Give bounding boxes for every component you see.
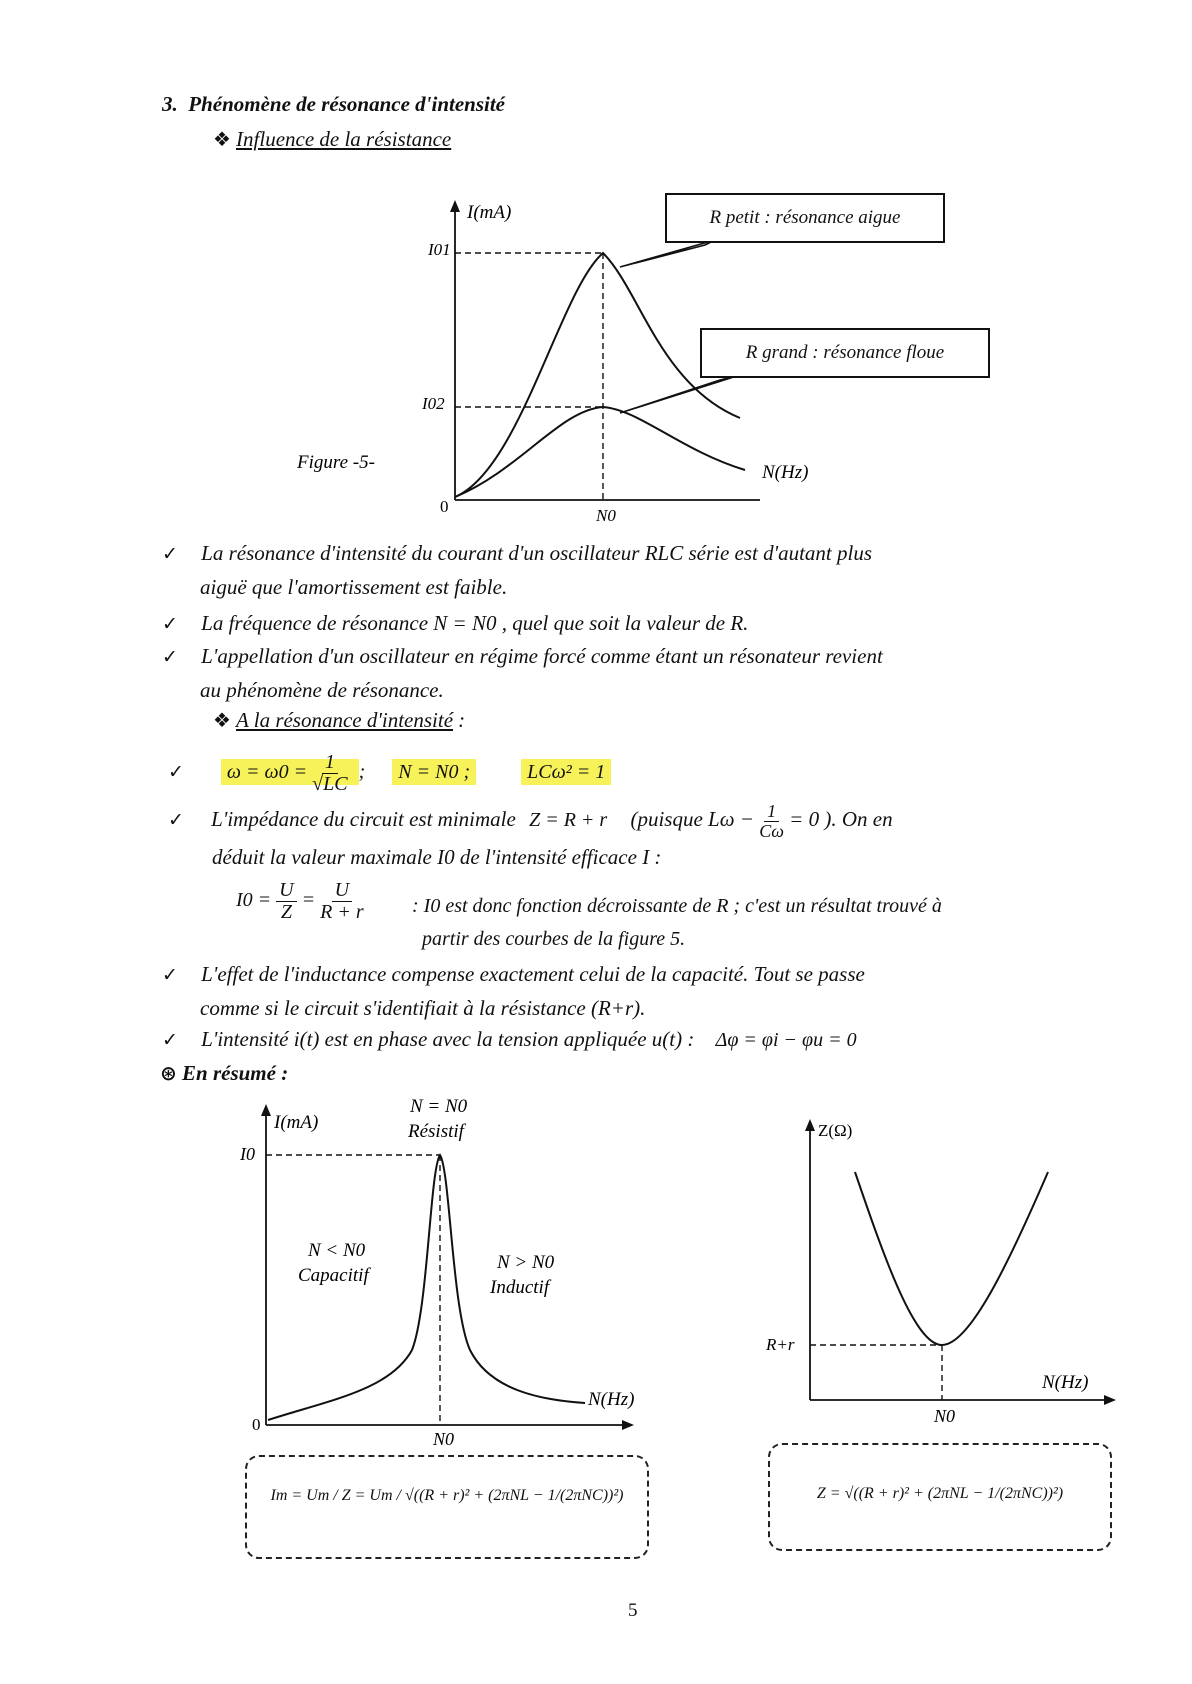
fig5-sharp-curve [455, 253, 740, 497]
impedance-bullet [168, 802, 1178, 874]
impedance-eq: Z = R + r [529, 809, 608, 832]
omega-formula [221, 751, 359, 795]
bullet-1-line2: aiguë que l'amortissement est faible. [200, 575, 508, 599]
i0-text2: partir des courbes de la figure 5. [422, 928, 686, 950]
fig5-callout-tail-small [620, 240, 715, 267]
z-formula-box [768, 1443, 1112, 1551]
checkmark-icon: ✓ [168, 809, 184, 832]
sg-i-y-label: I(mA) [274, 1112, 319, 1133]
checkmark-icon: ✓ [162, 613, 178, 635]
omega-den: √LC [312, 773, 348, 795]
impedance-paren-open: (puisque Lω − [630, 807, 754, 832]
i0-f1-den: Z [280, 901, 292, 923]
sg-i-n0-label: N0 [433, 1429, 455, 1449]
fig5-callout-tail-big [620, 375, 740, 413]
im-formula-box [245, 1455, 649, 1559]
page-number: 5 [628, 1600, 638, 1621]
omega-lhs: ω = ω0 = [226, 761, 308, 784]
sg-z-r-label: R+r [766, 1335, 795, 1354]
subheading-influence-text: Influence de la résistance [236, 127, 452, 151]
sg-z-x-label: N(Hz) [1042, 1372, 1089, 1393]
summary-heading [160, 1057, 288, 1090]
sg-z-y-label: Z(Ω) [818, 1121, 853, 1140]
i0-text1: : I0 est donc fonction décroissante de R ; c'est un résultat trouvé à [412, 895, 942, 917]
bullet-2 [162, 607, 1162, 641]
subheading-resonance-colon: : [458, 708, 466, 732]
figure-5 [0, 0, 1192, 540]
sg-i-right-line2: Inductif [490, 1277, 550, 1298]
sg-i-x-arrow [622, 1420, 634, 1430]
inductance-line2: comme si le circuit s'identifiait à la résistance (R+r). [200, 996, 646, 1020]
imp-frac-den: Cω [759, 820, 784, 841]
fig5-n0-label: N0 [596, 506, 616, 525]
sg-z-curve [855, 1172, 1048, 1345]
bullet-3 [162, 640, 1172, 707]
inductance-bullet [162, 958, 1172, 1025]
callout-big-r: R grand : résonance floue [700, 328, 990, 378]
fig5-i02-label: I02 [422, 394, 445, 413]
checkmark-icon: ✓ [162, 646, 178, 668]
sg-i-left-line1: N < N0 [308, 1240, 366, 1261]
n-equals-n0: N = N0 ; [392, 759, 476, 785]
fig5-y-label: I(mA) [467, 202, 512, 223]
inductance-line1: L'effet de l'inductance compense exactement celui de la capacité. Tout se passe [201, 962, 865, 986]
sg-z-x-arrow [1104, 1395, 1116, 1405]
im-formula: Im = Um / Z = Um / √((R + r)² + (2πNL − 1/(2πNC))²) [270, 1487, 624, 1504]
lc-omega-formula: LCω² = 1 [521, 759, 611, 785]
bullet-1 [162, 537, 1162, 604]
checkmark-icon: ✓ [162, 543, 178, 565]
fig5-y-arrow [450, 200, 460, 212]
i0-f1-num: U [276, 880, 296, 902]
omega-num: 1 [322, 752, 338, 774]
checkmark-icon: ✓ [162, 1029, 178, 1051]
impedance-paren-close: = 0 ). On en [789, 807, 893, 832]
i0-eq2: = [301, 889, 316, 912]
spiral-bullet-icon: ⊛ [160, 1061, 177, 1085]
bullet-3-line1: L'appellation d'un oscillateur en régime forcé comme étant un résonateur revient [201, 644, 883, 668]
sg-i-left-line2: Capacitif [298, 1265, 369, 1286]
diamond-bullet-icon: ❖ [213, 127, 231, 151]
summary-heading-text: En résumé : [182, 1061, 289, 1085]
i0-f2-num: U [332, 880, 352, 902]
summary-graph-intensity [0, 1090, 700, 1450]
checkmark-icon: ✓ [162, 964, 178, 986]
sg-i-origin: 0 [252, 1415, 261, 1434]
diamond-bullet-icon: ❖ [213, 708, 231, 732]
summary-graph-impedance [700, 1100, 1150, 1430]
callout-small-r: R petit : résonance aigue [665, 193, 945, 243]
sg-i-top-line2: Résistif [408, 1121, 464, 1142]
fig5-i01-label: I01 [428, 240, 451, 259]
impedance-text: L'impédance du circuit est minimale [211, 807, 516, 832]
subheading-resonance-text: A la résonance d'intensité [236, 708, 454, 732]
phase-text: L'intensité i(t) est en phase avec la tension appliquée u(t) : [201, 1027, 695, 1051]
imp-frac-num: 1 [764, 802, 779, 822]
subheading-resonance [213, 708, 465, 733]
bullet-3-line2: au phénomène de résonance. [200, 678, 444, 702]
fig5-broad-curve [455, 407, 745, 497]
sg-i-y-arrow [261, 1104, 271, 1116]
bullet-2-text: La fréquence de résonance N = N0 , quel que soit la valeur de R. [201, 611, 749, 635]
sg-z-n0-label: N0 [934, 1406, 956, 1426]
fig5-origin: 0 [440, 497, 449, 516]
i0-explanation [412, 890, 1182, 956]
bullet-1-line1: La résonance d'intensité du courant d'un oscillateur RLC série est d'autant plus [201, 541, 873, 565]
sg-i-right-line1: N > N0 [497, 1252, 555, 1273]
sg-i-top-line1: N = N0 [410, 1096, 468, 1117]
section-number: 3. [162, 92, 178, 116]
sg-z-y-arrow [805, 1119, 815, 1131]
fig5-x-label: N(Hz) [762, 462, 809, 483]
section-title: Phénomène de résonance d'intensité [188, 92, 505, 116]
phase-bullet [162, 1023, 1172, 1057]
i0-formula [236, 880, 364, 923]
fig5-caption: Figure -5- [297, 452, 375, 473]
phase-eq: Δφ = φi − φu = 0 [715, 1029, 857, 1051]
z-formula: Z = √((R + r)² + (2πNL − 1/(2πNC))²) [816, 1485, 1064, 1502]
impedance-line2: déduit la valeur maximale I0 de l'intensité efficace I : [212, 844, 662, 869]
checkmark-icon: ✓ [168, 761, 184, 784]
sg-i-i0-label: I0 [240, 1144, 255, 1164]
sg-i-x-label: N(Hz) [588, 1389, 635, 1410]
i0-lhs: I0 = [236, 889, 272, 912]
sep1: ; [358, 761, 366, 784]
i0-f2-den: R + r [320, 901, 364, 923]
resonance-conditions [168, 752, 1168, 795]
